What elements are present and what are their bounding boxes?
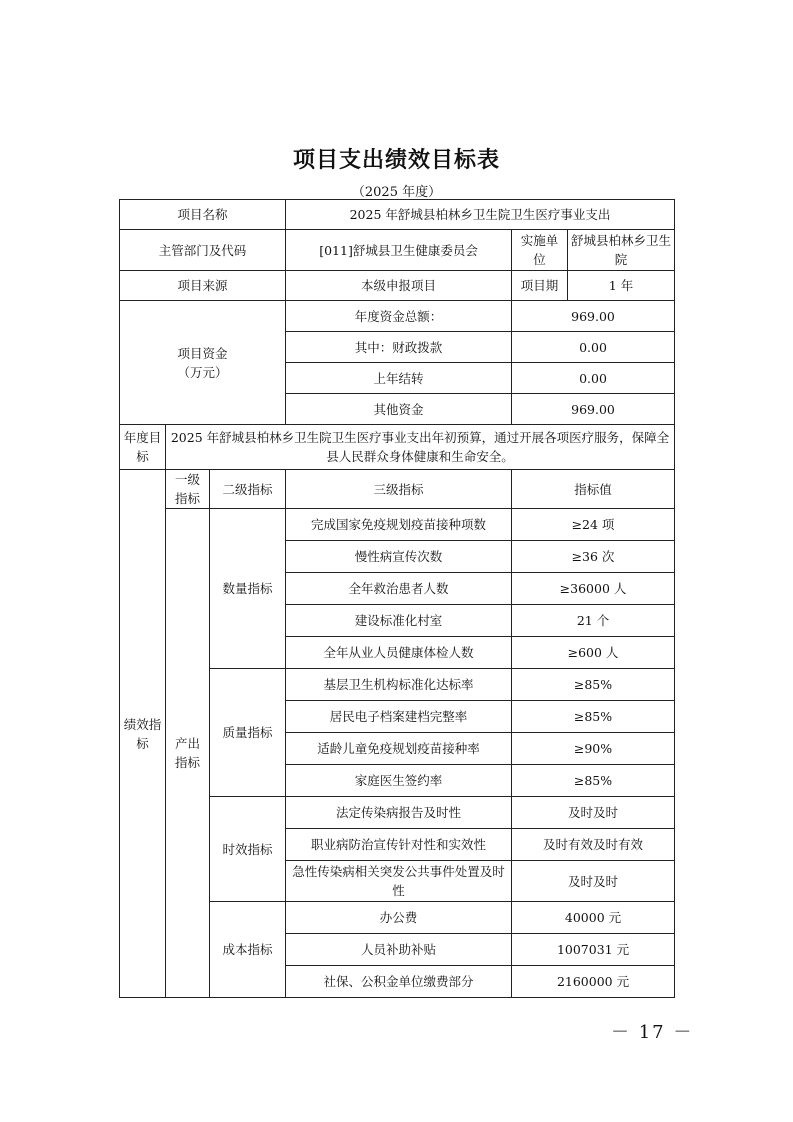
fund-label: 其中：财政拨款 bbox=[286, 332, 512, 363]
fund-value: 969.00 bbox=[512, 301, 675, 332]
indicator-value: ≥24 项 bbox=[512, 509, 675, 541]
annual-goal-label: 年度目标 bbox=[120, 425, 166, 470]
indicator-name: 急性传染病相关突发公共事件处置及时性 bbox=[286, 861, 512, 902]
indicator-name: 法定传染病报告及时性 bbox=[286, 797, 512, 829]
project-source-value: 本级申报项目 bbox=[286, 271, 512, 301]
indicator-value: ≥90% bbox=[512, 733, 675, 765]
implementing-unit-label: 实施单位 bbox=[512, 230, 568, 271]
fund-row bbox=[120, 301, 675, 332]
project-funds-label-line1: 项目资金 bbox=[177, 345, 228, 361]
indicator-value: 及时及时 bbox=[512, 797, 675, 829]
indicator-value: ≥36 次 bbox=[512, 541, 675, 573]
project-name-label: 项目名称 bbox=[120, 200, 286, 230]
performance-indicator-label: 绩效指标 bbox=[120, 470, 166, 998]
indicator-value: 及时有效及时有效 bbox=[512, 829, 675, 861]
indicator-name: 慢性病宣传次数 bbox=[286, 541, 512, 573]
indicator-value: ≥85% bbox=[512, 669, 675, 701]
indicator-name: 完成国家免疫规划疫苗接种项数 bbox=[286, 509, 512, 541]
indicator-name: 全年从业人员健康体检人数 bbox=[286, 637, 512, 669]
indicator-name: 人员补助补贴 bbox=[286, 934, 512, 966]
timeliness-indicator-label: 时效指标 bbox=[210, 797, 286, 902]
indicator-value: 40000 元 bbox=[512, 902, 675, 934]
department-value: [011]舒城县卫生健康委员会 bbox=[286, 230, 512, 271]
fund-value: 969.00 bbox=[512, 394, 675, 425]
indicator-name: 全年救治患者人数 bbox=[286, 573, 512, 605]
fund-label: 上年结转 bbox=[286, 363, 512, 394]
indicator-value: ≥36000 人 bbox=[512, 573, 675, 605]
indicator-name: 办公费 bbox=[286, 902, 512, 934]
indicator-value: 21 个 bbox=[512, 605, 675, 637]
department-row bbox=[120, 230, 675, 271]
output-indicator-label: 产出指标 bbox=[166, 509, 210, 998]
performance-table bbox=[119, 199, 675, 998]
indicator-name: 居民电子档案建档完整率 bbox=[286, 701, 512, 733]
project-name-row bbox=[120, 200, 675, 230]
project-name-value: 2025 年舒城县柏林乡卫生院卫生医疗事业支出 bbox=[286, 200, 675, 230]
page-subtitle: （2025 年度） bbox=[351, 185, 442, 200]
fund-label: 年度资金总额： bbox=[286, 301, 512, 332]
indicator-value: ≥600 人 bbox=[512, 637, 675, 669]
indicator-name: 基层卫生机构标准化达标率 bbox=[286, 669, 512, 701]
level2-header: 二级指标 bbox=[210, 470, 286, 509]
indicator-name: 职业病防治宣传针对性和实效性 bbox=[286, 829, 512, 861]
quantity-indicator-label: 数量指标 bbox=[210, 509, 286, 669]
annual-goal-row bbox=[120, 425, 675, 470]
indicator-value: 及时及时 bbox=[512, 861, 675, 902]
page-number: － 17 － bbox=[611, 1022, 694, 1043]
indicator-value: 1007031 元 bbox=[512, 934, 675, 966]
indicator-value: ≥85% bbox=[512, 765, 675, 797]
project-source-label: 项目来源 bbox=[120, 271, 286, 301]
project-funds-label bbox=[120, 301, 286, 425]
fund-value: 0.00 bbox=[512, 363, 675, 394]
indicator-value-header: 指标值 bbox=[512, 470, 675, 509]
level3-header: 三级指标 bbox=[286, 470, 512, 509]
indicator-header-row bbox=[120, 470, 675, 509]
indicator-row bbox=[120, 509, 675, 541]
implementing-unit-value: 舒城县柏林乡卫生院 bbox=[568, 230, 675, 271]
source-row bbox=[120, 271, 675, 301]
quality-indicator-label: 质量指标 bbox=[210, 669, 286, 797]
project-funds-label-line2: （万元） bbox=[177, 364, 228, 380]
project-period-value: 1 年 bbox=[568, 271, 675, 301]
department-label: 主管部门及代码 bbox=[120, 230, 286, 271]
indicator-value: ≥85% bbox=[512, 701, 675, 733]
fund-value: 0.00 bbox=[512, 332, 675, 363]
project-period-label: 项目期 bbox=[512, 271, 568, 301]
indicator-name: 社保、公积金单位缴费部分 bbox=[286, 966, 512, 998]
indicator-name: 建设标准化村室 bbox=[286, 605, 512, 637]
indicator-name: 家庭医生签约率 bbox=[286, 765, 512, 797]
page-title: 项目支出绩效目标表 bbox=[292, 148, 500, 173]
annual-goal-text: 2025 年舒城县柏林乡卫生院卫生医疗事业支出年初预算，通过开展各项医疗服务，保障全县人民群众身体健康和生命安全。 bbox=[166, 425, 675, 470]
cost-indicator-label: 成本指标 bbox=[210, 902, 286, 998]
fund-label: 其他资金 bbox=[286, 394, 512, 425]
indicator-value: 2160000 元 bbox=[512, 966, 675, 998]
indicator-name: 适龄儿童免疫规划疫苗接种率 bbox=[286, 733, 512, 765]
level1-header: 一级指标 bbox=[166, 470, 210, 509]
